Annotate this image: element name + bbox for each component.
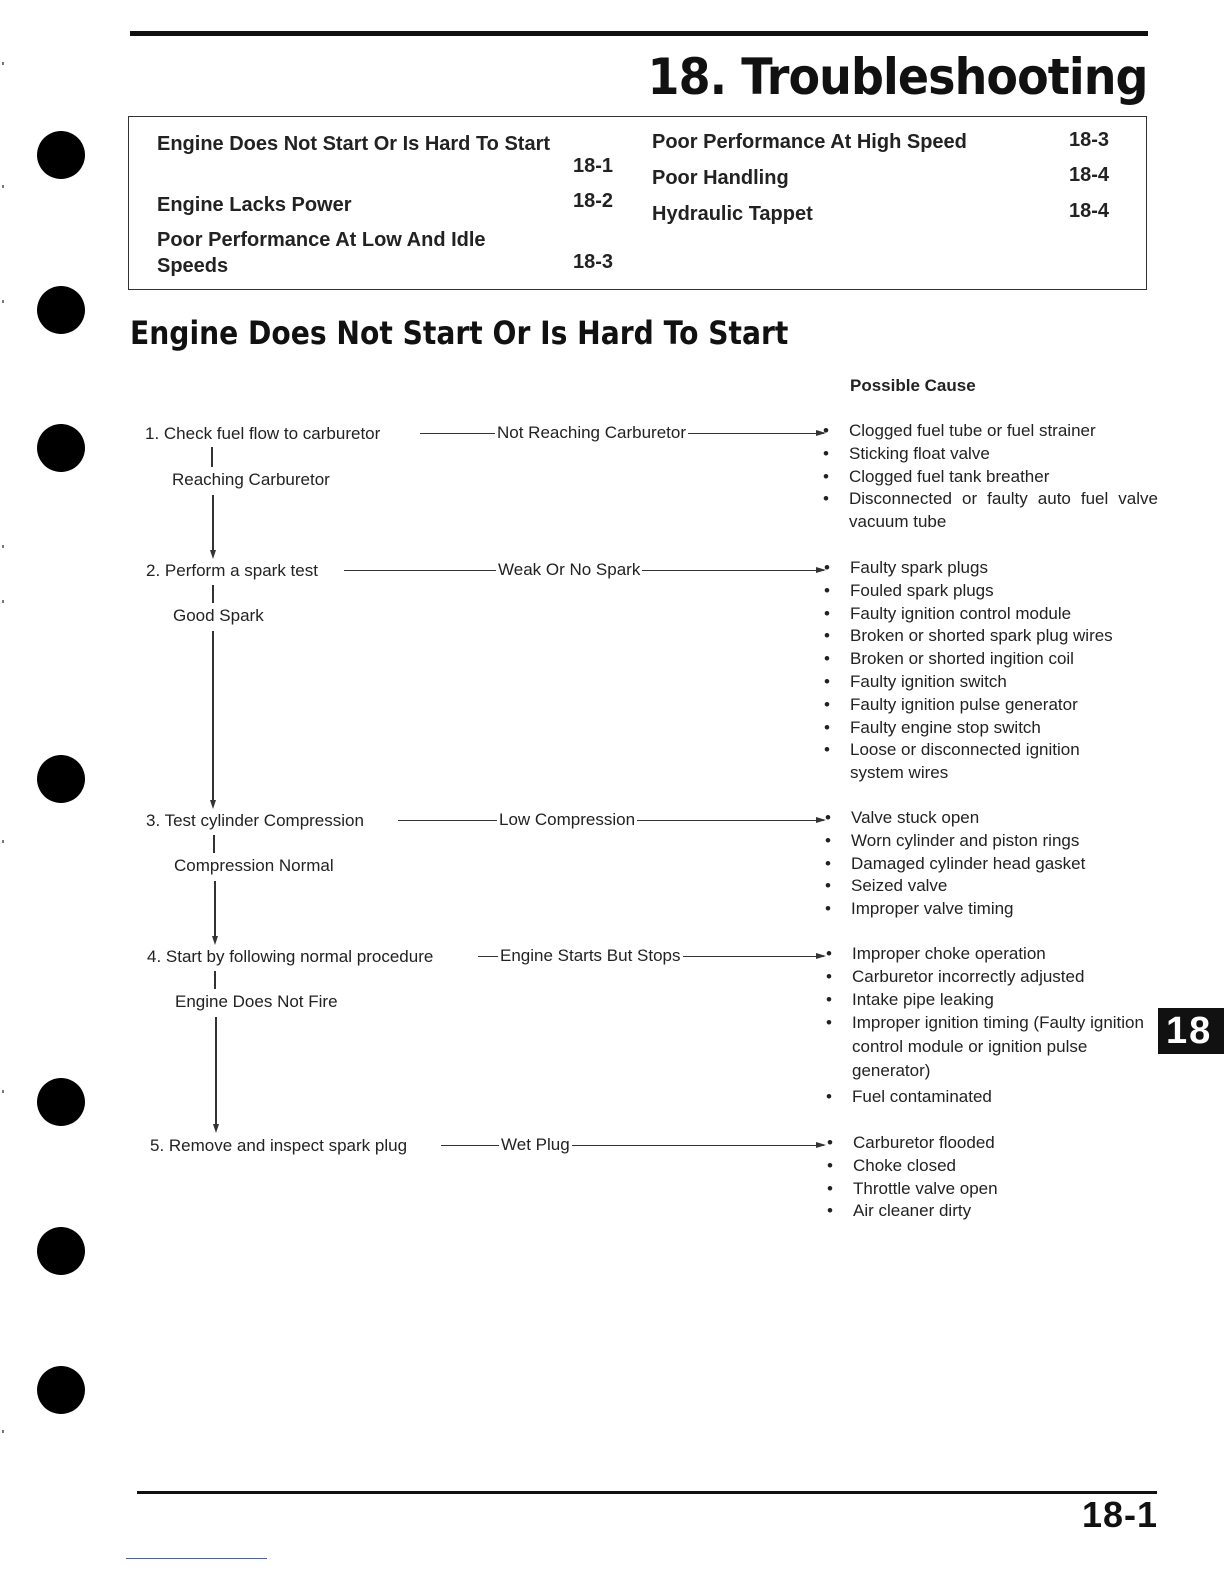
flow-result: Not Reaching Carburetor <box>497 423 686 442</box>
arrow-right-icon <box>816 1142 826 1148</box>
toc-entry-title: Engine Does Not Start Or Is Hard To Start <box>157 133 551 155</box>
flow-connector <box>211 447 213 467</box>
flow-connector <box>212 631 214 801</box>
cause-item: • Choke closed <box>827 1155 957 1175</box>
cause-item: • Air cleaner dirty <box>827 1201 972 1221</box>
arrow-down-icon <box>213 1124 219 1133</box>
flow-result: Wet Plug <box>501 1135 570 1154</box>
flow-connector <box>214 881 216 937</box>
flow-result: Engine Starts But Stops <box>500 946 681 965</box>
cause-list <box>823 420 1158 534</box>
cause-list <box>825 807 1160 921</box>
scan-edge-mark <box>2 300 4 303</box>
scan-artifact-line <box>126 1558 267 1559</box>
cause-item: • Faulty ignition control module <box>824 603 1072 623</box>
cause-item: • Fouled spark plugs <box>824 580 994 600</box>
arrow-down-icon <box>210 800 216 809</box>
chapter-title: 18. Troubleshooting <box>647 48 1148 106</box>
arrow-down-icon <box>212 936 218 945</box>
toc-entry-title: Engine Lacks Power <box>157 194 352 216</box>
cause-item: • Carburetor incorrectly adjusted <box>826 966 1085 986</box>
toc-entry-title: Poor Handling <box>652 167 789 189</box>
cause-item: • Valve stuck open <box>825 808 980 827</box>
possible-cause-heading: Possible Cause <box>850 376 976 395</box>
flow-connector <box>214 971 216 989</box>
binder-hole <box>37 1366 85 1414</box>
toc-entry-title: Poor Performance At Low And Idle Speeds <box>157 229 486 277</box>
cause-item: • Worn cylinder and piston rings <box>825 830 1080 850</box>
cause-item: • Faulty engine stop switch <box>824 717 1041 737</box>
toc-entry-title: Poor Performance At High Speed <box>652 131 967 153</box>
flow-branch-label: Reaching Carburetor <box>172 470 330 489</box>
toc-entry-page: 18-2 <box>573 190 614 212</box>
flow-branch-label: Good Spark <box>173 606 264 625</box>
cause-item: • Faulty ignition pulse generator <box>824 694 1078 714</box>
flow-step: 5. Remove and inspect spark plug <box>150 1136 408 1155</box>
flow-step: 1. Check fuel flow to carburetor <box>145 424 381 443</box>
flow-result: Weak Or No Spark <box>498 560 641 579</box>
cause-item: • Carburetor flooded <box>827 1133 995 1152</box>
toc-entry-title: Hydraulic Tappet <box>652 203 813 225</box>
cause-list <box>824 557 1159 785</box>
toc-entry-page: 18-3 <box>573 251 614 273</box>
binder-hole <box>37 424 85 472</box>
cause-item: • Faulty spark plugs <box>824 558 988 577</box>
cause-item: • Disconnected or faulty auto fuel valve vacuum tube <box>823 489 1158 532</box>
cause-item: • Seized valve <box>825 876 948 896</box>
flow-branch-label: Engine Does Not Fire <box>175 992 338 1011</box>
binder-hole <box>37 131 85 179</box>
cause-item: • Fuel contaminated <box>826 1087 992 1107</box>
scan-edge-mark <box>2 840 4 843</box>
flow-step: 3. Test cylinder Compression <box>146 811 364 830</box>
scan-edge-mark <box>2 1430 4 1433</box>
cause-item: • Faulty ignition switch <box>824 671 1007 691</box>
flow-connector <box>215 1017 217 1125</box>
arrow-right-icon <box>816 953 826 959</box>
page-number: 18-1 <box>1081 1494 1158 1535</box>
toc-entry-page: 18-1 <box>573 155 614 177</box>
flow-step: 4. Start by following normal procedure <box>147 947 434 966</box>
cause-item: • Sticking float valve <box>823 443 990 463</box>
cause-item: • Intake pipe leaking <box>826 989 994 1009</box>
cause-item: • Clogged fuel tube or fuel strainer <box>823 421 1096 440</box>
binder-hole <box>37 1078 85 1126</box>
cause-list <box>827 1132 1157 1223</box>
chapter-tab: 18 <box>1158 1008 1224 1054</box>
scan-edge-mark <box>2 185 4 188</box>
flow-connector <box>212 495 214 551</box>
binder-hole <box>37 286 85 334</box>
toc-entry-page: 18-3 <box>1069 129 1110 151</box>
flow-connector <box>212 585 214 603</box>
header-rule <box>130 31 1148 36</box>
arrow-down-icon <box>210 550 216 559</box>
cause-item: • Clogged fuel tank breather <box>823 466 1050 486</box>
flow-branch-label: Compression Normal <box>174 856 334 875</box>
toc-entry-page: 18-4 <box>1069 200 1110 222</box>
cause-item: • Throttle valve open <box>827 1178 998 1198</box>
footer-rule <box>137 1491 1157 1494</box>
cause-item: • Broken or shorted spark plug wires <box>824 626 1113 646</box>
flow-connector <box>213 835 215 853</box>
cause-item: • Improper valve timing <box>825 899 1014 919</box>
cause-item: • Loose or disconnected ignition system wires <box>824 740 1080 783</box>
scan-edge-mark <box>2 600 4 603</box>
binder-hole <box>37 755 85 803</box>
toc-entry-page: 18-4 <box>1069 164 1110 186</box>
cause-item: • Damaged cylinder head gasket <box>825 853 1086 873</box>
cause-item: • Improper ignition timing (Faulty ignition control module or ignition pulse generator) <box>826 1013 1144 1081</box>
binder-hole <box>37 1227 85 1275</box>
section-title: Engine Does Not Start Or Is Hard To Start <box>130 314 789 352</box>
flow-step: 2. Perform a spark test <box>146 561 318 580</box>
scan-edge-mark <box>2 1090 4 1093</box>
cause-list <box>826 943 1156 1109</box>
scan-edge-mark <box>2 545 4 548</box>
cause-item: • Improper choke operation <box>826 944 1046 963</box>
scan-edge-mark <box>2 62 4 65</box>
flow-result: Low Compression <box>499 810 636 829</box>
cause-item: • Broken or shorted ingition coil <box>824 649 1074 669</box>
